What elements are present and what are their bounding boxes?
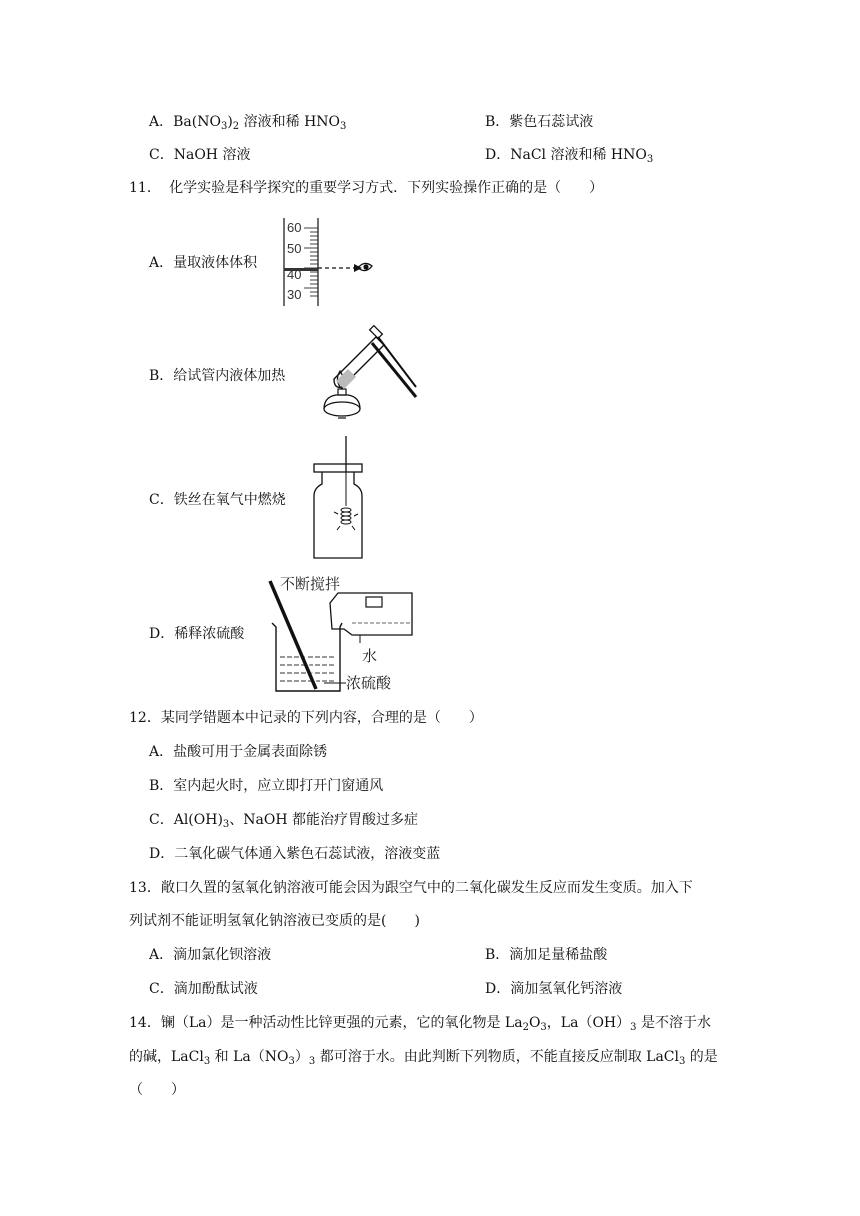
test-tube-holder-icon — [372, 337, 416, 397]
water-bottle-icon — [330, 593, 412, 643]
beaker-icon — [272, 623, 342, 691]
q12-option-c: C．$Al(OH)_3$、NaOH 都能治疗胃酸过多症 — [149, 812, 419, 830]
q12-option-a: A．盐酸可用于金属表面除锈 — [149, 744, 328, 760]
q13-stem-line-2: 列试剂不能证明氢氧化钠溶液已变质的是( ) — [129, 913, 420, 929]
q11-option-c: C．铁丝在氧气中燃烧 — [149, 492, 286, 508]
q13-option-c: C．滴加酚酞试液 — [149, 981, 258, 997]
tick-label: 40 — [287, 267, 302, 282]
q14-answer-blank: （ ） — [129, 1082, 185, 1098]
q13-option-a: A．滴加氯化钡溶液 — [149, 947, 272, 963]
q10-option-d: D．NaCl 溶液和稀 $HNO_3$ — [485, 147, 654, 165]
q10-option-c: C．NaOH 溶液 — [149, 147, 251, 163]
q14-stem-line-2: 的碱，LaCl$_3$ 和 $La(NO_3)_3$ 都可溶于水。由此判断下列物质，不能直接反应制取 LaCl$_3$ 的是 — [129, 1049, 718, 1067]
q13-stem-line-1: 13．敞口久置的氢氧化钠溶液可能会因为跟空气中的二氧化碳发生反应而发生变质。加入下 — [129, 880, 693, 896]
iron-wire-coil-icon — [334, 508, 358, 530]
q11-stem: 11. 化学实验是科学探究的重要学习方式．下列实验操作正确的是（ ） — [129, 180, 604, 196]
graduated-cylinder-figure — [278, 216, 378, 308]
iron-wire-burning-figure — [310, 436, 366, 560]
q12-option-b: B．室内起火时，应立即打开门窗通风 — [149, 778, 384, 794]
q12-stem: 12．某同学错题本中记录的下列内容，合理的是（ ） — [129, 710, 483, 726]
tick-label: 60 — [287, 220, 302, 235]
acid-label: 浓硫酸 — [346, 674, 392, 692]
q11-option-d: D．稀释浓硫酸 — [149, 626, 245, 642]
q10-option-b: B．紫色石蕊试液 — [485, 114, 594, 130]
q11-option-a: A．量取液体体积 — [149, 255, 258, 271]
q12-option-d: D．二氧化碳气体通入紫色石蕊试液，溶液变蓝 — [149, 846, 441, 862]
q11-option-b: B．给试管内液体加热 — [149, 368, 286, 384]
tick-label: 30 — [287, 287, 302, 302]
dilute-sulfuric-acid-figure — [262, 573, 442, 695]
test-tube-icon — [334, 326, 384, 389]
test-tube-heating-figure — [312, 323, 420, 425]
stir-label: 不断搅拌 — [280, 575, 341, 593]
q10-option-a: A．$Ba(NO_3)_2$ 溶液和稀 $HNO_3$ — [149, 114, 347, 132]
q13-option-d: D．滴加氢氧化钙溶液 — [485, 981, 623, 997]
q14-stem-line-1: 14．镧（La）是一种活动性比锌更强的元素，它的氧化物是 $La_2O_3$，$La(OH)_3$ 是不溶于水 — [129, 1015, 711, 1033]
tick-label: 50 — [287, 241, 302, 256]
q13-option-b: B．滴加足量稀盐酸 — [485, 947, 608, 963]
water-label: 水 — [362, 647, 378, 665]
eye-icon — [358, 263, 372, 270]
